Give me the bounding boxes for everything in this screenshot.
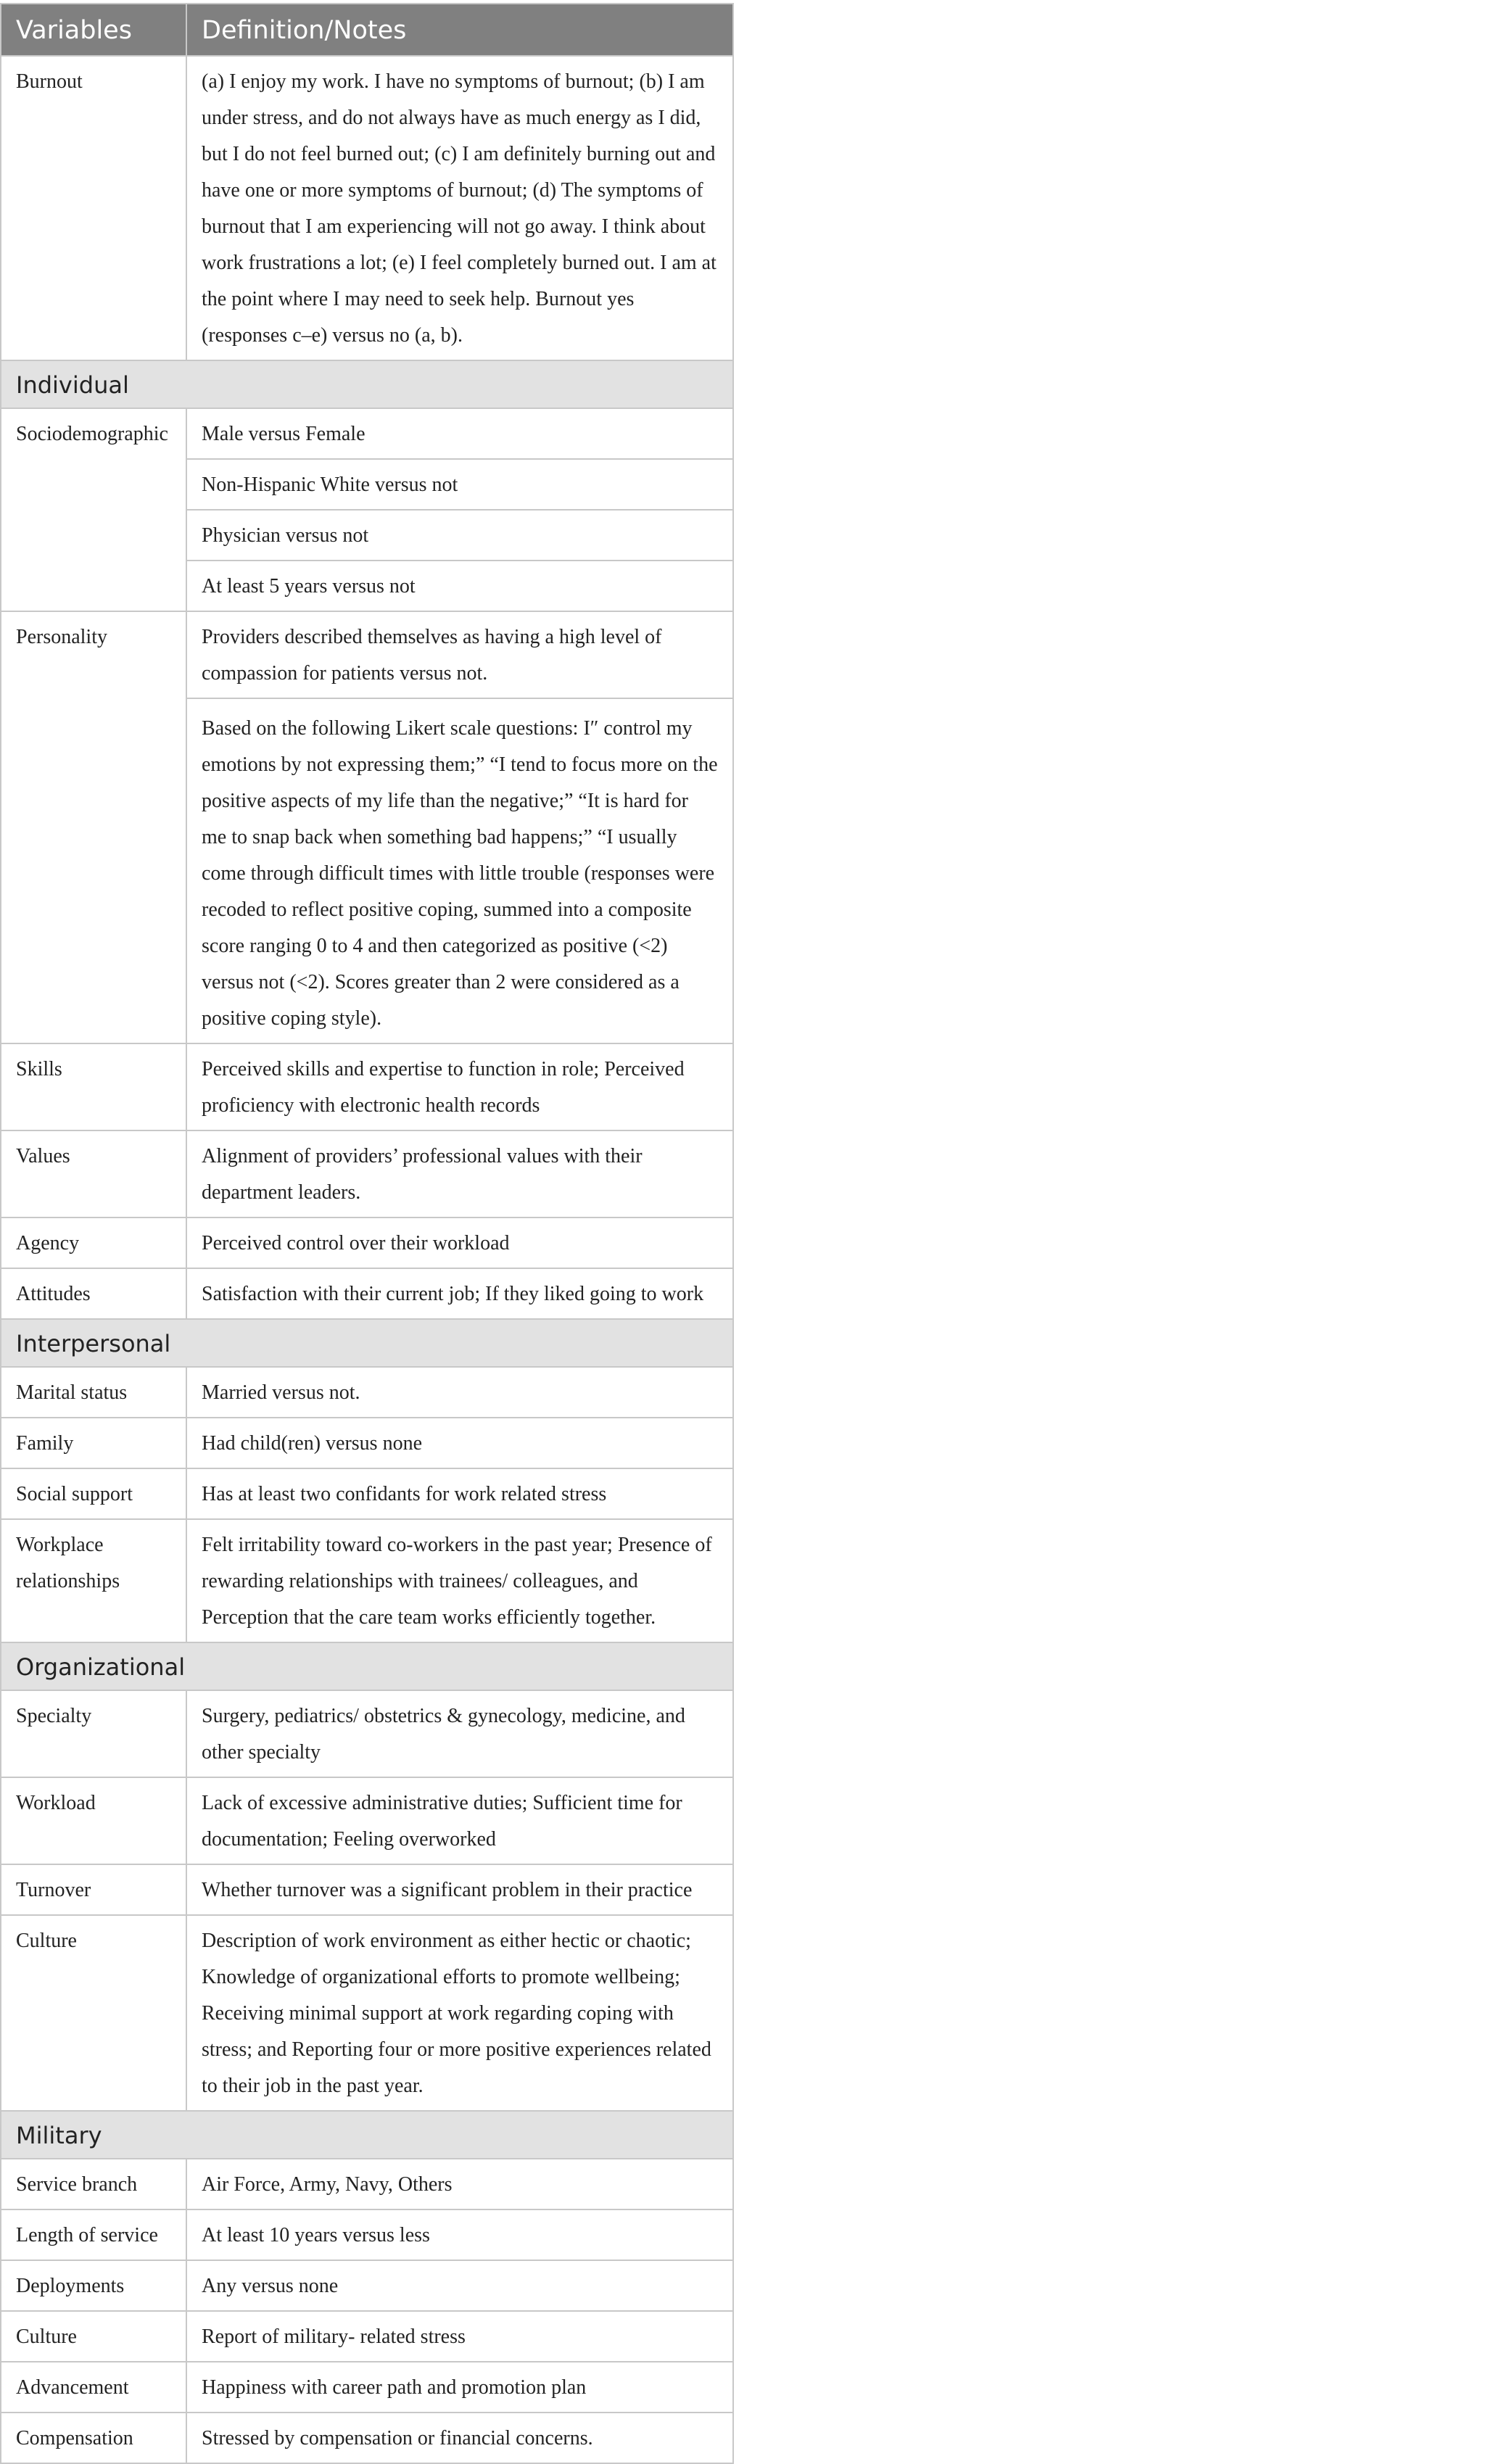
row-label-workload: Workload <box>1 1777 186 1864</box>
row-label-advancement: Advancement <box>1 2362 186 2413</box>
section-row-organizational <box>1 1642 733 1690</box>
row-label-social-support: Social support <box>1 1468 186 1519</box>
section-title-interpersonal: Interpersonal <box>1 1319 733 1367</box>
variables-table <box>0 3 734 2464</box>
table-row <box>1 1690 733 1777</box>
section-row-individual <box>1 360 733 408</box>
row-label-agency: Agency <box>1 1217 186 1268</box>
table-row <box>1 1915 733 2111</box>
row-label-military-culture: Culture <box>1 2311 186 2362</box>
table-row <box>1 2159 733 2209</box>
table-row <box>1 1777 733 1864</box>
header-definition: Definition/Notes <box>186 4 733 56</box>
row-definition-length-of-service: At least 10 years versus less <box>186 2209 733 2260</box>
row-definition-compensation: Stressed by compensation or financial concerns. <box>186 2413 733 2463</box>
row-definition-skills: Perceived skills and expertise to function in role; Perceived proficiency with electronic health records <box>186 1043 733 1130</box>
section-title-military: Military <box>1 2111 733 2159</box>
row-definition-military-culture: Report of military- related stress <box>186 2311 733 2362</box>
row-definition-burnout: (a) I enjoy my work. I have no symptoms of burnout; (b) I am under stress, and do not always have as much energy as I did, but I do not feel burned out; (c) I am definitely burning out and have one or more symptoms of burnout; (d) The symptoms of burnout that I am experiencing will not go away. I think about work frustrations a lot; (e) I feel completely burned out. I am at the point where I may need to seek help. Burnout yes (responses c–e) versus no (a, b). <box>186 56 733 360</box>
row-label-skills: Skills <box>1 1043 186 1130</box>
row-definition-sociodemographic-2: Non-Hispanic White versus not <box>186 459 733 510</box>
table-header-row <box>1 4 733 56</box>
table-row <box>1 1864 733 1915</box>
row-label-turnover: Turnover <box>1 1864 186 1915</box>
row-definition-social-support: Has at least two confidants for work related stress <box>186 1468 733 1519</box>
variables-table-container <box>0 3 732 2464</box>
section-row-interpersonal <box>1 1319 733 1367</box>
row-definition-specialty: Surgery, pediatrics/ obstetrics & gynecology, medicine, and other specialty <box>186 1690 733 1777</box>
row-label-personality: Personality <box>1 611 186 1043</box>
row-label-service-branch: Service branch <box>1 2159 186 2209</box>
table-row <box>1 1043 733 1130</box>
row-definition-workplace-relationships: Felt irritability toward co-workers in the past year; Presence of rewarding relationships with trainees/ colleagues, and Perception that the care team works efficiently together. <box>186 1519 733 1642</box>
table-row <box>1 1130 733 1217</box>
row-definition-service-branch: Air Force, Army, Navy, Others <box>186 2159 733 2209</box>
header-variables: Variables <box>1 4 186 56</box>
table-row <box>1 2413 733 2463</box>
row-definition-workload: Lack of excessive administrative duties; Sufficient time for documentation; Feeling overworked <box>186 1777 733 1864</box>
row-label-compensation: Compensation <box>1 2413 186 2463</box>
table-row <box>1 2260 733 2311</box>
row-label-deployments: Deployments <box>1 2260 186 2311</box>
row-definition-sociodemographic-3: Physician versus not <box>186 510 733 561</box>
row-definition-sociodemographic-4: At least 5 years versus not <box>186 561 733 611</box>
row-label-org-culture: Culture <box>1 1915 186 2111</box>
row-definition-personality-2: Based on the following Likert scale questions: I″ control my emotions by not expressing them;” “I tend to focus more on the positive aspects of my life than the negative;” “It is hard for me to snap back when something bad happens;” “I usually come through difficult times with little trouble (responses were recoded to reflect positive coping, summed into a composite score ranging 0 to 4 and then categorized as positive (<2) versus not (<2). Scores greater than 2 were considered as a positive coping style). <box>186 698 733 1043</box>
table-row <box>1 1268 733 1319</box>
row-label-sociodemographic: Sociodemographic <box>1 408 186 611</box>
row-definition-turnover: Whether turnover was a significant problem in their practice <box>186 1864 733 1915</box>
row-definition-attitudes: Satisfaction with their current job; If they liked going to work <box>186 1268 733 1319</box>
row-label-marital-status: Marital status <box>1 1367 186 1418</box>
row-label-attitudes: Attitudes <box>1 1268 186 1319</box>
table-row <box>1 1418 733 1468</box>
table-row <box>1 1367 733 1418</box>
row-definition-family: Had child(ren) versus none <box>186 1418 733 1468</box>
row-definition-org-culture: Description of work environment as either hectic or chaotic; Knowledge of organizational efforts to promote wellbeing; Receiving minimal support at work regarding coping with stress; and Reporting four or more positive experiences related to their job in the past year. <box>186 1915 733 2111</box>
section-row-military <box>1 2111 733 2159</box>
row-label-length-of-service: Length of service <box>1 2209 186 2260</box>
row-label-burnout: Burnout <box>1 56 186 360</box>
row-definition-marital-status: Married versus not. <box>186 1367 733 1418</box>
table-row <box>1 408 733 459</box>
table-row <box>1 2209 733 2260</box>
row-definition-values: Alignment of providers’ professional values with their department leaders. <box>186 1130 733 1217</box>
row-label-values: Values <box>1 1130 186 1217</box>
table-row <box>1 1217 733 1268</box>
row-definition-agency: Perceived control over their workload <box>186 1217 733 1268</box>
table-row <box>1 611 733 698</box>
table-row <box>1 56 733 360</box>
row-definition-advancement: Happiness with career path and promotion plan <box>186 2362 733 2413</box>
row-definition-deployments: Any versus none <box>186 2260 733 2311</box>
table-row <box>1 2362 733 2413</box>
section-title-organizational: Organizational <box>1 1642 733 1690</box>
row-definition-sociodemographic-1: Male versus Female <box>186 408 733 459</box>
table-row <box>1 1468 733 1519</box>
section-title-individual: Individual <box>1 360 733 408</box>
row-label-family: Family <box>1 1418 186 1468</box>
table-row <box>1 1519 733 1642</box>
row-definition-personality-1: Providers described themselves as having a high level of compassion for patients versus not. <box>186 611 733 698</box>
row-label-specialty: Specialty <box>1 1690 186 1777</box>
row-label-workplace-relationships: Workplace relationships <box>1 1519 186 1642</box>
